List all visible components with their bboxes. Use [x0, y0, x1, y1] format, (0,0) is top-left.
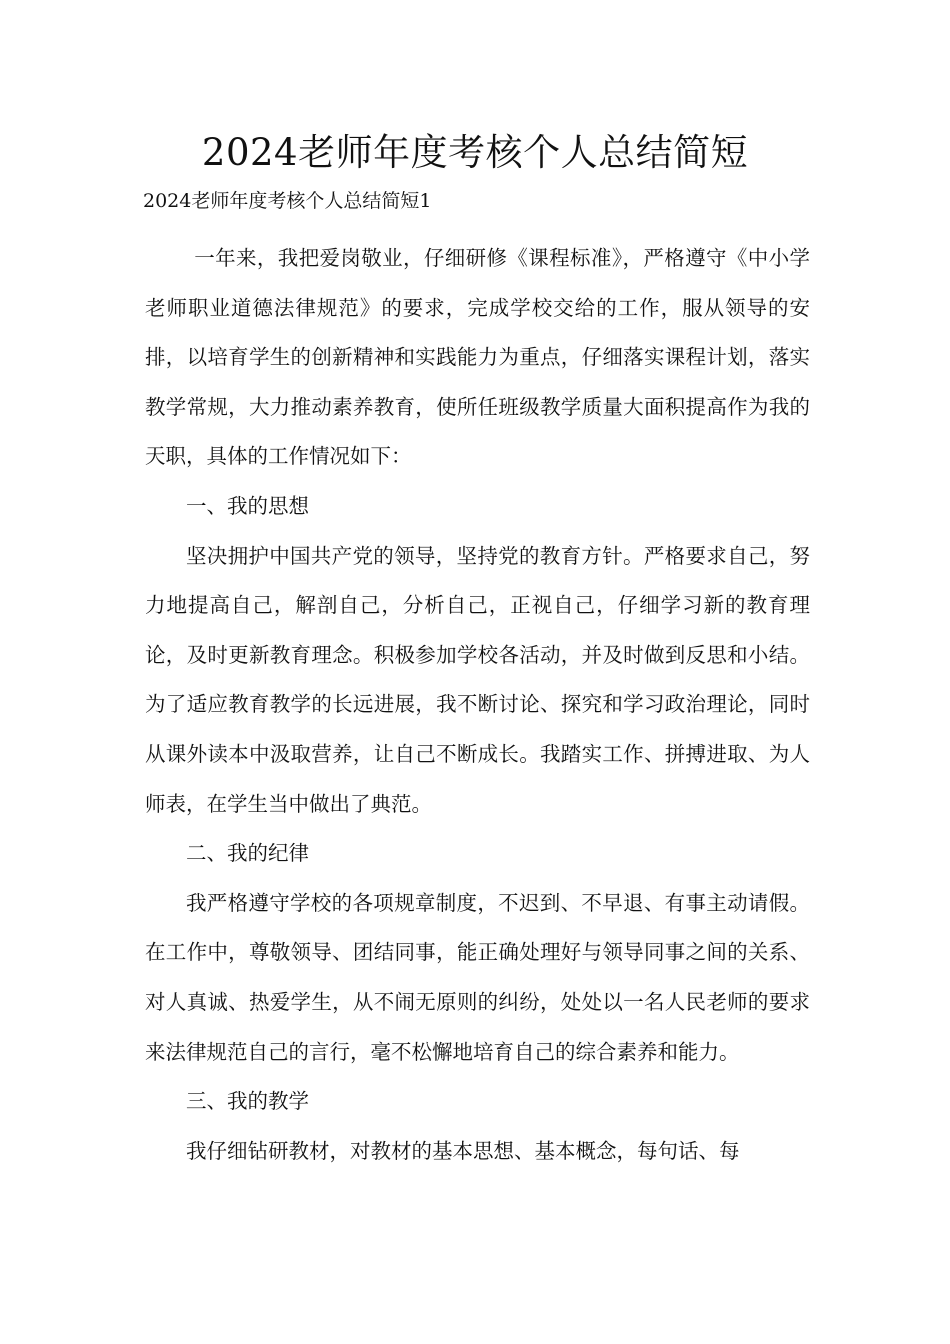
document-subtitle: 2024老师年度考核个人总结简短1	[143, 190, 432, 212]
section-heading-discipline: 二、我的纪律	[186, 841, 309, 866]
section-heading-teaching: 三、我的教学	[186, 1089, 309, 1114]
document-body	[145, 234, 810, 1176]
paragraph-thought: 坚决拥护中国共产党的领导，坚持党的教育方针。严格要求自己，努力地提高自己，解剖自己，分析自己，正视自己，仔细学习新的教育理论，及时更新教育理念。积极参加学校各活动，并及时做到反思和小结。为了适应教育教学的长远进展，我不断讨论、探究和学习政治理论，同时从课外读本中汲取营养，让自己不断成长。我踏实工作、拼搏进取、为人师表，在学生当中做出了典范。	[145, 543, 810, 816]
document-title: 2024老师年度考核个人总结简短	[201, 131, 749, 174]
paragraph-intro: 一年来，我把爱岗敬业，仔细研修《课程标准》，严格遵守《中小学老师职业道德法律规范》的要求，完成学校交给的工作，服从领导的安排，以培育学生的创新精神和实践能力为重点，仔细落实课程计划，落实教学常规，大力推动素养教育，使所任班级教学质量大面积提高作为我的天职，具体的工作情况如下：	[145, 246, 810, 469]
section-heading-thought: 一、我的思想	[186, 493, 309, 518]
paragraph-teaching: 我仔细钻研教材，对教材的基本思想、基本概念，每句话、每	[186, 1138, 740, 1163]
paragraph-discipline: 我严格遵守学校的各项规章制度，不迟到、不早退、有事主动请假。在工作中，尊敬领导、团结同事，能正确处理好与领导同事之间的关系、对人真诚、热爱学生，从不闹无原则的纠纷，处处以一名人民老师的要求来法律规范自己的言行，毫不松懈地培育自己的综合素养和能力。	[145, 890, 810, 1064]
